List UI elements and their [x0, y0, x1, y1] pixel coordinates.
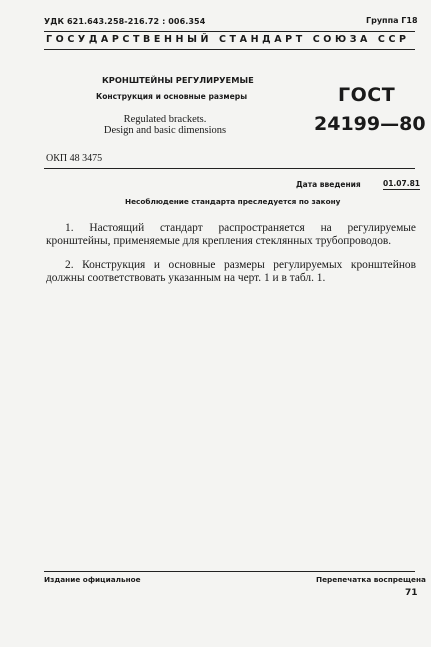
okp-code: ОКП 48 3475 [46, 153, 103, 164]
intro-date-value: 01.07.81 [383, 179, 421, 188]
title-english-line1: Regulated brackets. [123, 114, 207, 125]
paragraph-2 [46, 259, 416, 284]
paragraph-2-text: 2. Конструкция и основные размеры регулируемых кронштейнов должны соответствовать указанным на черт. 1 и в табл. 1. [46, 259, 416, 284]
title-russian: КРОНШТЕЙНЫ РЕГУЛИРУЕМЫЕ [102, 75, 254, 85]
page-number: 71 [405, 588, 418, 598]
title-english [100, 114, 230, 136]
intro-date-label: Дата введения [296, 180, 361, 189]
reprint-prohibited-label: Перепечатка воспрещена [316, 575, 426, 584]
paragraph-1-text: 1. Настоящий стандарт распространяется на регулируемые кронштейны, применяемые для крепления стеклянных трубопроводов. [46, 222, 416, 247]
subtitle-russian: Конструкция и основные размеры [96, 92, 248, 101]
top-divider-upper [44, 31, 415, 32]
footer-divider [44, 571, 415, 572]
top-divider-lower [44, 49, 415, 50]
title-english-line2: Design and basic dimensions [103, 125, 227, 136]
paragraph-1 [46, 222, 416, 247]
gost-label: ГОСТ [338, 84, 396, 106]
group-code: Группа Г18 [366, 16, 418, 25]
state-standard-heading: ГОСУДАРСТВЕННЫЙ СТАНДАРТ СОЮЗА ССР [46, 34, 410, 45]
okp-divider [44, 168, 415, 169]
gost-number: 24199—80 [314, 113, 426, 135]
legal-notice: Несоблюдение стандарта преследуется по закону [125, 197, 341, 206]
official-edition-label: Издание официальное [44, 575, 141, 584]
udc-code: УДК 621.643.258-216.72 : 006.354 [44, 17, 206, 26]
